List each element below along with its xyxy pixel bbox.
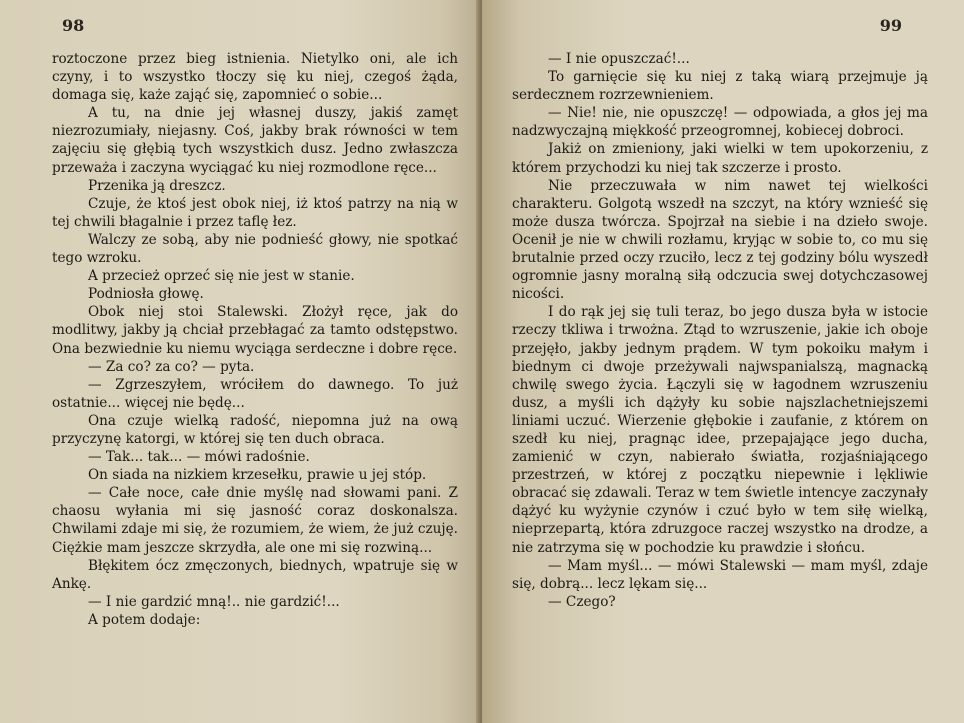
left-page-text <box>52 50 458 629</box>
paragraph: Ona czuje wielką radość, niepomna już na ową przyczynę katorgi, w której się ten duch obraca. <box>52 412 458 447</box>
paragraph: Błękitem ócz zmęczonych, biednych, wpatruje się w Ankę. <box>52 557 458 592</box>
paragraph: A przecież oprzeć się nie jest w stanie. <box>88 268 355 285</box>
paragraph: — I nie opuszczać!... <box>548 51 690 67</box>
paragraph: — Czego? <box>548 593 616 610</box>
paragraph: Podniosła głowę. <box>88 286 204 303</box>
right-page-text <box>512 50 928 611</box>
paragraph: I do rąk jej się tuli teraz, bo jego dusza była w istocie rzeczy tkliwa i trwożna. Ztąd to wzruszenie, jakie ich oboje przejęło, jakby jednym prądem. W tym pokoiku małym i biednym ci dwoje przeżywali najwspanialszą, magnacką chwilę swego życia. Łączyli się w łagodnem wzruszeniu dusz, a myśli ich dążyły ku sobie najszlachetniejszemi liniami uczuć. Wierzenie głębokie i zaufanie, z którem on szedł ku niej, pragnąc idee, przepajające jego ducha, zamienić w czyn, nabierało światła, rozjaśniającego przestrzeń, w której z początku niepewnie i lękliwie obracać się zdawali. Teraz w tem świetle intencye zaczynały dążyć ku wyżynie czynów i czuć było w tem siłę wielką, nieprzepartą, która zdruzgoce raczej wszystko na drodze, a nie zatrzyma się w pochodzie ku prawdzie i słońcu. <box>512 304 928 556</box>
paragraph: — I nie gardzić mną!.. nie gardzić!... <box>88 593 340 610</box>
page-number-left: 98 <box>62 16 85 35</box>
page-number-right: 99 <box>879 16 902 35</box>
paragraph: A tu, na dnie jej własnej duszy, jakiś zamęt niezrozumiały, niejasny. Coś, jakby brak równości w tem zajęciu się głębią tych wszystkich dusz. Jedno zwłaszcza przeważa i zaczyna wyciągać ku niej rozmodlone ręce... <box>52 105 458 176</box>
paragraph: Obok niej stoi Stalewski. Złożył ręce, jak do modlitwy, jakby ją chciał przebłagać za tamto odstępstwo. Ona bezwiednie ku niemu wyciąga serdeczne i dobre ręce. <box>52 304 458 357</box>
paragraph: Przenika ją dreszcz. <box>88 177 226 194</box>
paragraph: Nie przeczuwała w nim nawet tej wielkości charakteru. Golgotą wszedł na szczyt, na który wznieść się może dusza twórcza. Spojrzał na siebie i na dzieło swoje. Ocenił je nie w chwili rozłamu, kryjąc w sobie to, co mu się brutalnie przed oczy rzuciło, lecz z tej godziny bólu wyszedł ogromnie jasny moralną siłą odczucia swej dotychczasowej nicości. <box>512 177 928 303</box>
paragraph: — Całe noce, całe dnie myślę nad słowami pani. Z chaosu wyłania mi się jasność coraz doskonalsza. Chwilami zdaje mi się, że rozumiem, że wiem, że już czuję. Ciężkie mam jeszcze skrzydła, ale one mi się rozwiną... <box>52 485 458 556</box>
paragraph: — Nie! nie, nie opuszczę! — odpowiada, a głos jej ma nadzwyczajną miękkość przeogromnej, kobiecej dobroci. <box>512 105 928 140</box>
paragraph: — Za co? za co? — pyta. <box>88 358 255 375</box>
paragraph: — Mam myśl... — mówi Stalewski — mam myśl, zdaje się, dobrą... lecz lękam się... <box>512 557 928 592</box>
paragraph: — Zgrzeszyłem, wróciłem do dawnego. To już ostatnie... więcej nie będę... <box>52 376 458 411</box>
paragraph: Czuje, że ktoś jest obok niej, iż ktoś patrzy na nią w tej chwili błagalnie i przez taflę łez. <box>52 195 458 230</box>
right-page <box>482 0 964 723</box>
paragraph: To garnięcie się ku niej z taką wiarą przejmuje ją serdecznem rozrzewnieniem. <box>512 69 928 104</box>
paragraph: A potem dodaje: <box>88 611 201 628</box>
paragraph: — Tak... tak... — mówi radośnie. <box>88 449 310 466</box>
paragraph: Walczy ze sobą, aby nie podnieść głowy, nie spotkać tego wzroku. <box>52 231 458 267</box>
paragraph: roztoczone przez bieg istnienia. Nietylko oni, ale ich czyny, i to wszystko tłoczy się ku niej, czegoś żąda, domaga się, każe zająć się, zapomnieć o sobie... <box>52 51 458 104</box>
paragraph: On siada na nizkiem krzesełku, prawie u jej stóp. <box>88 467 427 484</box>
paragraph: Jakiż on zmieniony, jaki wielki w tem upokorzeniu, z którem przychodzi ku niej tak szczerze i prosto. <box>512 141 928 176</box>
